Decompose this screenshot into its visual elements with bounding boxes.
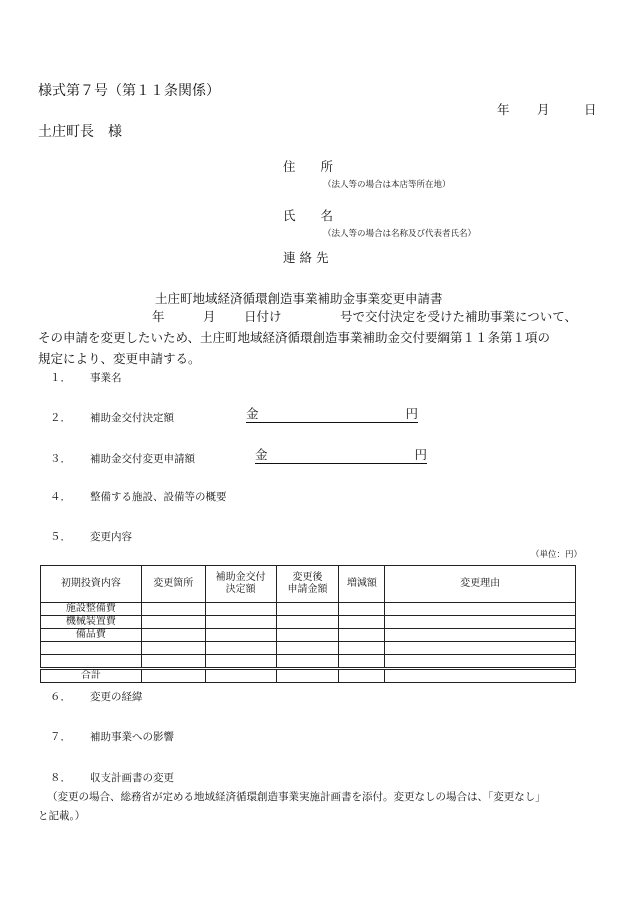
item-6-num: ６． xyxy=(50,691,71,703)
table-cell[interactable] xyxy=(141,629,205,642)
body-month: 月 xyxy=(203,309,216,324)
table-row xyxy=(41,603,576,616)
unit-note: （単位：円） xyxy=(531,550,583,560)
name-label: 氏 名 xyxy=(283,208,334,223)
row-label: 備品費 xyxy=(41,629,142,642)
body-day: 日付け xyxy=(244,309,282,324)
note-line-1: （変更の場合、総務省が定める地域経済循環創造事業実施計画書を添付。変更なしの場合は、「変更なし」 xyxy=(47,791,546,803)
table-cell[interactable] xyxy=(385,669,576,683)
header-cell: 変更理由 xyxy=(385,566,576,603)
date-year: 年 xyxy=(497,102,510,117)
table-cell[interactable] xyxy=(205,629,276,642)
table-row xyxy=(41,616,576,629)
table-cell[interactable] xyxy=(385,629,576,642)
table-cell[interactable] xyxy=(339,642,385,655)
item-8-label: 収支計画書の変更 xyxy=(90,772,174,784)
table-cell[interactable] xyxy=(339,616,385,629)
header-cell: 変更箇所 xyxy=(141,566,205,603)
table-cell[interactable] xyxy=(205,616,276,629)
body-line3: 規定により、変更申請する。 xyxy=(38,351,201,366)
table-header-row xyxy=(41,566,576,603)
item-3-amount: 金 円 xyxy=(255,447,427,462)
item-6-label: 変更の経緯 xyxy=(90,691,143,703)
item-4-label: 整備する施設、設備等の概要 xyxy=(90,491,227,503)
table-total-row xyxy=(41,669,576,683)
table-cell[interactable] xyxy=(276,669,339,683)
header-cell: 初期投資内容 xyxy=(41,566,142,603)
table-row xyxy=(41,655,576,669)
row-label: 施設整備費 xyxy=(41,603,142,616)
table-cell[interactable] xyxy=(141,669,205,683)
change-table xyxy=(40,565,576,683)
row-label: 機械装置費 xyxy=(41,616,142,629)
header-cell: 変更後 申請金額 xyxy=(276,566,339,603)
table-cell[interactable] xyxy=(276,603,339,616)
table-cell[interactable] xyxy=(276,655,339,669)
date-day: 日 xyxy=(584,102,597,117)
item-2-label: 補助金交付決定額 xyxy=(90,412,174,424)
item-3-label: 補助金交付変更申請額 xyxy=(90,453,195,465)
row-label xyxy=(41,655,142,669)
item-1-num: １． xyxy=(50,372,71,384)
item-3-num: ３． xyxy=(50,453,71,465)
header-cell: 増減額 xyxy=(339,566,385,603)
table-cell[interactable] xyxy=(385,655,576,669)
item-7-label: 補助事業への影響 xyxy=(90,731,174,743)
address-note: （法人等の場合は本店等所在地） xyxy=(323,180,451,190)
addressee: 土庄町長 様 xyxy=(38,124,122,140)
body-year: 年 xyxy=(152,309,165,324)
item-2-num: ２． xyxy=(50,412,71,424)
table-cell[interactable] xyxy=(141,655,205,669)
note-line-2: と記載。） xyxy=(38,810,86,822)
item-2-amount: 金 円 xyxy=(246,406,418,421)
table-cell[interactable] xyxy=(141,603,205,616)
table-cell[interactable] xyxy=(385,642,576,655)
row-label xyxy=(41,642,142,655)
item-1-label: 事業名 xyxy=(90,372,122,384)
item-4-num: ４． xyxy=(50,491,71,503)
table-cell[interactable] xyxy=(339,669,385,683)
table-cell[interactable] xyxy=(141,616,205,629)
item-5-label: 変更内容 xyxy=(90,531,132,543)
document-title: 土庄町地域経済循環創造事業補助金事業変更申請書 xyxy=(155,291,443,306)
table-cell[interactable] xyxy=(205,655,276,669)
table-cell[interactable] xyxy=(205,669,276,683)
header-cell: 補助金交付 決定額 xyxy=(205,566,276,603)
total-label: 合計 xyxy=(41,669,142,683)
table-cell[interactable] xyxy=(205,642,276,655)
item-5-num: ５． xyxy=(50,531,71,543)
date-month: 月 xyxy=(537,102,550,117)
form-number: 様式第７号（第１１条関係） xyxy=(38,83,220,99)
table-cell[interactable] xyxy=(339,655,385,669)
item-7-num: ７． xyxy=(50,731,71,743)
table-row xyxy=(41,642,576,655)
name-note: （法人等の場合は名称及び代表者氏名） xyxy=(323,229,477,239)
table-cell[interactable] xyxy=(276,642,339,655)
body-line1-rest: 号で交付決定を受けた補助事業について、 xyxy=(340,309,578,324)
table-cell[interactable] xyxy=(385,603,576,616)
address-label: 住 所 xyxy=(283,159,334,174)
table-cell[interactable] xyxy=(339,603,385,616)
table-cell[interactable] xyxy=(276,616,339,629)
table-cell[interactable] xyxy=(385,616,576,629)
table-cell[interactable] xyxy=(339,629,385,642)
table-cell[interactable] xyxy=(141,642,205,655)
body-line2: その申請を変更したいため、土庄町地域経済循環創造事業補助金交付要綱第１１条第１項の xyxy=(38,330,551,345)
table-row xyxy=(41,629,576,642)
table-cell[interactable] xyxy=(276,629,339,642)
table-cell[interactable] xyxy=(205,603,276,616)
contact-label: 連 絡 先 xyxy=(283,250,329,265)
item-8-num: ８． xyxy=(50,772,71,784)
